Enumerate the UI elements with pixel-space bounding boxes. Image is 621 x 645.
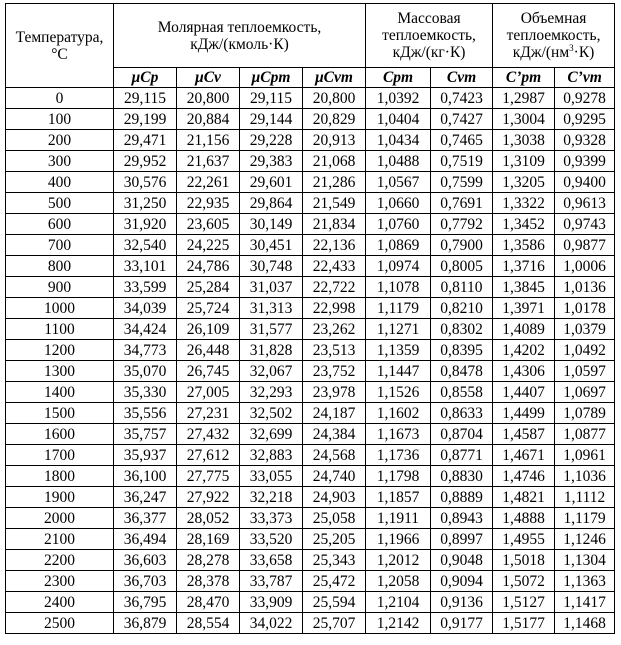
value-cell: 20,884 — [177, 109, 240, 130]
value-cell: 1,2104 — [366, 592, 431, 613]
value-cell: 1,0404 — [366, 109, 431, 130]
value-cell: 29,115 — [114, 88, 177, 109]
value-cell: 1,0392 — [366, 88, 431, 109]
temperature-cell: 1000 — [6, 298, 114, 319]
value-cell: 0,9399 — [555, 151, 615, 172]
molar-header — [114, 4, 366, 68]
table-row — [6, 151, 615, 172]
value-cell: 1,3586 — [493, 235, 555, 256]
volume-header — [493, 4, 615, 68]
volume-header-label-2: теплоемкость, — [506, 27, 601, 44]
value-cell: 1,0488 — [366, 151, 431, 172]
value-cell: 1,0178 — [555, 298, 615, 319]
table-row — [6, 172, 615, 193]
value-cell: 33,373 — [240, 508, 303, 529]
temperature-cell: 1800 — [6, 466, 114, 487]
value-cell: 1,1246 — [555, 529, 615, 550]
table-row — [6, 466, 615, 487]
value-cell: 24,903 — [303, 487, 366, 508]
value-cell: 25,205 — [303, 529, 366, 550]
value-cell: 0,8395 — [431, 340, 493, 361]
temperature-cell: 300 — [6, 151, 114, 172]
value-cell: 1,4202 — [493, 340, 555, 361]
temperature-cell: 2500 — [6, 613, 114, 634]
value-cell: 35,937 — [114, 445, 177, 466]
value-cell: 0,8210 — [431, 298, 493, 319]
value-cell: 25,707 — [303, 613, 366, 634]
value-cell: 0,8830 — [431, 466, 493, 487]
table-row — [6, 445, 615, 466]
value-cell: 0,8943 — [431, 508, 493, 529]
value-cell: 26,745 — [177, 361, 240, 382]
temperature-cell: 400 — [6, 172, 114, 193]
temperature-cell: 200 — [6, 130, 114, 151]
value-cell: 22,998 — [303, 298, 366, 319]
value-cell: 0,9136 — [431, 592, 493, 613]
value-cell: 36,494 — [114, 529, 177, 550]
value-cell: 24,384 — [303, 424, 366, 445]
value-cell: 1,3322 — [493, 193, 555, 214]
value-cell: 0,9743 — [555, 214, 615, 235]
value-cell: 25,284 — [177, 277, 240, 298]
value-cell: 36,100 — [114, 466, 177, 487]
value-cell: 34,424 — [114, 319, 177, 340]
value-cell: 21,549 — [303, 193, 366, 214]
value-cell: 29,199 — [114, 109, 177, 130]
value-cell: 1,3004 — [493, 109, 555, 130]
value-cell: 1,4089 — [493, 319, 555, 340]
value-cell: 21,637 — [177, 151, 240, 172]
value-cell: 33,787 — [240, 571, 303, 592]
value-cell: 29,952 — [114, 151, 177, 172]
value-cell: 1,0567 — [366, 172, 431, 193]
value-cell: 36,377 — [114, 508, 177, 529]
column-header: μCvm — [303, 68, 366, 88]
temperature-cell: 1400 — [6, 382, 114, 403]
value-cell: 0,7792 — [431, 214, 493, 235]
value-cell: 1,1304 — [555, 550, 615, 571]
table-row — [6, 340, 615, 361]
temperature-cell: 1500 — [6, 403, 114, 424]
temperature-cell: 2400 — [6, 592, 114, 613]
value-cell: 0,9877 — [555, 235, 615, 256]
value-cell: 24,187 — [303, 403, 366, 424]
table-row — [6, 424, 615, 445]
table-row — [6, 382, 615, 403]
value-cell: 36,703 — [114, 571, 177, 592]
value-cell: 34,773 — [114, 340, 177, 361]
value-cell: 0,7599 — [431, 172, 493, 193]
value-cell: 30,451 — [240, 235, 303, 256]
value-cell: 1,0961 — [555, 445, 615, 466]
value-cell: 28,554 — [177, 613, 240, 634]
value-cell: 23,262 — [303, 319, 366, 340]
value-cell: 1,1179 — [555, 508, 615, 529]
table-row — [6, 88, 615, 109]
value-cell: 0,9295 — [555, 109, 615, 130]
value-cell: 33,520 — [240, 529, 303, 550]
value-cell: 1,1036 — [555, 466, 615, 487]
value-cell: 0,9177 — [431, 613, 493, 634]
value-cell: 1,1602 — [366, 403, 431, 424]
value-cell: 33,101 — [114, 256, 177, 277]
value-cell: 22,722 — [303, 277, 366, 298]
temperature-cell: 900 — [6, 277, 114, 298]
value-cell: 20,800 — [303, 88, 366, 109]
table-row — [6, 487, 615, 508]
value-cell: 1,5127 — [493, 592, 555, 613]
value-cell: 27,231 — [177, 403, 240, 424]
value-cell: 32,218 — [240, 487, 303, 508]
value-cell: 1,0597 — [555, 361, 615, 382]
value-cell: 32,540 — [114, 235, 177, 256]
temperature-header-label: Температура, — [15, 28, 104, 46]
value-cell: 21,156 — [177, 130, 240, 151]
column-header: Cvm — [431, 68, 493, 88]
value-cell: 29,115 — [240, 88, 303, 109]
value-cell: 1,4306 — [493, 361, 555, 382]
value-cell: 1,0877 — [555, 424, 615, 445]
column-header: C’vm — [555, 68, 615, 88]
value-cell: 29,383 — [240, 151, 303, 172]
value-cell: 1,1179 — [366, 298, 431, 319]
value-cell: 35,070 — [114, 361, 177, 382]
value-cell: 1,4587 — [493, 424, 555, 445]
value-cell: 0,8889 — [431, 487, 493, 508]
value-cell: 35,556 — [114, 403, 177, 424]
volume-header-label: Объемная — [520, 10, 587, 27]
value-cell: 1,5177 — [493, 613, 555, 634]
value-cell: 20,800 — [177, 88, 240, 109]
table-row — [6, 571, 615, 592]
value-cell: 31,577 — [240, 319, 303, 340]
value-cell: 1,0869 — [366, 235, 431, 256]
temperature-cell: 700 — [6, 235, 114, 256]
value-cell: 0,9278 — [555, 88, 615, 109]
table-row — [6, 361, 615, 382]
value-cell: 1,3205 — [493, 172, 555, 193]
value-cell: 1,1911 — [366, 508, 431, 529]
value-cell: 1,4499 — [493, 403, 555, 424]
value-cell: 21,286 — [303, 172, 366, 193]
volume-unit-part: ·К) — [573, 44, 595, 61]
value-cell: 33,055 — [240, 466, 303, 487]
temperature-unit: °С — [51, 45, 68, 63]
value-cell: 1,2142 — [366, 613, 431, 634]
value-cell: 24,225 — [177, 235, 240, 256]
value-cell: 30,748 — [240, 256, 303, 277]
value-cell: 28,378 — [177, 571, 240, 592]
value-cell: 22,935 — [177, 193, 240, 214]
value-cell: 25,343 — [303, 550, 366, 571]
mass-header — [366, 4, 493, 68]
value-cell: 1,1736 — [366, 445, 431, 466]
value-cell: 0,9048 — [431, 550, 493, 571]
value-cell: 27,922 — [177, 487, 240, 508]
value-cell: 29,864 — [240, 193, 303, 214]
value-cell: 1,4671 — [493, 445, 555, 466]
value-cell: 31,828 — [240, 340, 303, 361]
value-cell: 36,795 — [114, 592, 177, 613]
value-cell: 1,0789 — [555, 403, 615, 424]
value-cell: 1,2058 — [366, 571, 431, 592]
value-cell: 20,913 — [303, 130, 366, 151]
value-cell: 0,7519 — [431, 151, 493, 172]
molar-unit: кДж/(кмоль·К) — [190, 35, 289, 53]
value-cell: 0,8005 — [431, 256, 493, 277]
table-row — [6, 256, 615, 277]
value-cell: 0,8771 — [431, 445, 493, 466]
temperature-cell: 600 — [6, 214, 114, 235]
value-cell: 23,605 — [177, 214, 240, 235]
value-cell: 25,472 — [303, 571, 366, 592]
value-cell: 21,068 — [303, 151, 366, 172]
volume-unit — [513, 44, 595, 61]
value-cell: 1,4821 — [493, 487, 555, 508]
value-cell: 32,699 — [240, 424, 303, 445]
column-header: μCpm — [240, 68, 303, 88]
value-cell: 1,0136 — [555, 277, 615, 298]
value-cell: 1,0434 — [366, 130, 431, 151]
table-row — [6, 235, 615, 256]
value-cell: 1,5018 — [493, 550, 555, 571]
value-cell: 1,1271 — [366, 319, 431, 340]
value-cell: 0,7691 — [431, 193, 493, 214]
molar-header-label: Молярная теплоемкость, — [157, 18, 322, 36]
value-cell: 24,786 — [177, 256, 240, 277]
value-cell: 1,2987 — [493, 88, 555, 109]
value-cell: 25,058 — [303, 508, 366, 529]
value-cell: 1,0660 — [366, 193, 431, 214]
value-cell: 0,9328 — [555, 130, 615, 151]
value-cell: 1,1447 — [366, 361, 431, 382]
value-cell: 1,3452 — [493, 214, 555, 235]
value-cell: 1,3109 — [493, 151, 555, 172]
value-cell: 1,0006 — [555, 256, 615, 277]
temperature-cell: 2200 — [6, 550, 114, 571]
value-cell: 1,4888 — [493, 508, 555, 529]
value-cell: 0,8558 — [431, 382, 493, 403]
value-cell: 1,1363 — [555, 571, 615, 592]
column-header: C’pm — [493, 68, 555, 88]
column-header: μCp — [114, 68, 177, 88]
value-cell: 0,8478 — [431, 361, 493, 382]
heat-capacity-table — [5, 3, 615, 634]
table-row — [6, 508, 615, 529]
value-cell: 29,228 — [240, 130, 303, 151]
value-cell: 0,8110 — [431, 277, 493, 298]
value-cell: 1,1112 — [555, 487, 615, 508]
mass-unit: кДж/(кг·К) — [392, 44, 466, 61]
value-cell: 33,658 — [240, 550, 303, 571]
value-cell: 33,599 — [114, 277, 177, 298]
value-cell: 28,169 — [177, 529, 240, 550]
value-cell: 25,724 — [177, 298, 240, 319]
table-row — [6, 403, 615, 424]
column-header: Cpm — [366, 68, 431, 88]
value-cell: 1,3971 — [493, 298, 555, 319]
value-cell: 1,0760 — [366, 214, 431, 235]
table-row — [6, 529, 615, 550]
temperature-cell: 100 — [6, 109, 114, 130]
value-cell: 23,752 — [303, 361, 366, 382]
table-row — [6, 214, 615, 235]
temperature-cell: 1700 — [6, 445, 114, 466]
value-cell: 1,3716 — [493, 256, 555, 277]
value-cell: 1,4407 — [493, 382, 555, 403]
value-cell: 0,7423 — [431, 88, 493, 109]
value-cell: 27,612 — [177, 445, 240, 466]
value-cell: 29,144 — [240, 109, 303, 130]
value-cell: 0,7465 — [431, 130, 493, 151]
volume-unit-exponent: 3 — [569, 42, 574, 53]
table-row — [6, 298, 615, 319]
value-cell: 0,8997 — [431, 529, 493, 550]
mass-header-label-2: теплоемкость, — [382, 27, 476, 44]
value-cell: 31,313 — [240, 298, 303, 319]
value-cell: 28,278 — [177, 550, 240, 571]
table-row — [6, 130, 615, 151]
value-cell: 1,0379 — [555, 319, 615, 340]
value-cell: 1,1359 — [366, 340, 431, 361]
value-cell: 23,978 — [303, 382, 366, 403]
value-cell: 1,1526 — [366, 382, 431, 403]
mass-header-label: Массовая — [397, 10, 461, 27]
value-cell: 31,250 — [114, 193, 177, 214]
value-cell: 32,502 — [240, 403, 303, 424]
value-cell: 22,433 — [303, 256, 366, 277]
value-cell: 22,261 — [177, 172, 240, 193]
value-cell: 28,052 — [177, 508, 240, 529]
temperature-cell: 1200 — [6, 340, 114, 361]
value-cell: 0,9094 — [431, 571, 493, 592]
value-cell: 36,879 — [114, 613, 177, 634]
table-row — [6, 109, 615, 130]
value-cell: 1,1078 — [366, 277, 431, 298]
temperature-cell: 2300 — [6, 571, 114, 592]
temperature-cell: 1100 — [6, 319, 114, 340]
value-cell: 1,3038 — [493, 130, 555, 151]
value-cell: 29,601 — [240, 172, 303, 193]
value-cell: 35,757 — [114, 424, 177, 445]
table-row — [6, 193, 615, 214]
value-cell: 36,247 — [114, 487, 177, 508]
temperature-cell: 1600 — [6, 424, 114, 445]
value-cell: 1,1417 — [555, 592, 615, 613]
table-row — [6, 592, 615, 613]
value-cell: 34,039 — [114, 298, 177, 319]
value-cell: 0,9613 — [555, 193, 615, 214]
temperature-cell: 2100 — [6, 529, 114, 550]
value-cell: 26,109 — [177, 319, 240, 340]
value-cell: 27,775 — [177, 466, 240, 487]
value-cell: 31,037 — [240, 277, 303, 298]
value-cell: 32,293 — [240, 382, 303, 403]
value-cell: 20,829 — [303, 109, 366, 130]
value-cell: 0,9400 — [555, 172, 615, 193]
value-cell: 28,470 — [177, 592, 240, 613]
value-cell: 0,7427 — [431, 109, 493, 130]
value-cell: 30,149 — [240, 214, 303, 235]
value-cell: 26,448 — [177, 340, 240, 361]
temperature-cell: 1900 — [6, 487, 114, 508]
value-cell: 1,4955 — [493, 529, 555, 550]
value-cell: 0,8633 — [431, 403, 493, 424]
table-row — [6, 277, 615, 298]
value-cell: 34,022 — [240, 613, 303, 634]
value-cell: 27,432 — [177, 424, 240, 445]
value-cell: 30,576 — [114, 172, 177, 193]
temperature-cell: 500 — [6, 193, 114, 214]
value-cell: 35,330 — [114, 382, 177, 403]
value-cell: 1,0697 — [555, 382, 615, 403]
value-cell: 1,4746 — [493, 466, 555, 487]
value-cell: 1,5072 — [493, 571, 555, 592]
value-cell: 1,1857 — [366, 487, 431, 508]
column-header: μCv — [177, 68, 240, 88]
value-cell: 22,136 — [303, 235, 366, 256]
temperature-cell: 0 — [6, 88, 114, 109]
value-cell: 1,1798 — [366, 466, 431, 487]
value-cell: 25,594 — [303, 592, 366, 613]
volume-unit-part: кДж/(нм — [512, 44, 570, 61]
value-cell: 1,2012 — [366, 550, 431, 571]
table-row — [6, 613, 615, 634]
table-row — [6, 319, 615, 340]
value-cell: 1,1673 — [366, 424, 431, 445]
value-cell: 36,603 — [114, 550, 177, 571]
value-cell: 1,1468 — [555, 613, 615, 634]
value-cell: 21,834 — [303, 214, 366, 235]
value-cell: 1,3845 — [493, 277, 555, 298]
value-cell: 29,471 — [114, 130, 177, 151]
value-cell: 32,883 — [240, 445, 303, 466]
temperature-cell: 800 — [6, 256, 114, 277]
value-cell: 1,0492 — [555, 340, 615, 361]
value-cell: 31,920 — [114, 214, 177, 235]
value-cell: 0,8302 — [431, 319, 493, 340]
value-cell: 23,513 — [303, 340, 366, 361]
value-cell: 27,005 — [177, 382, 240, 403]
value-cell: 32,067 — [240, 361, 303, 382]
temperature-cell: 2000 — [6, 508, 114, 529]
value-cell: 0,7900 — [431, 235, 493, 256]
temperature-cell: 1300 — [6, 361, 114, 382]
value-cell: 0,8704 — [431, 424, 493, 445]
value-cell: 24,740 — [303, 466, 366, 487]
value-cell: 1,0974 — [366, 256, 431, 277]
value-cell: 33,909 — [240, 592, 303, 613]
temperature-header — [6, 4, 114, 88]
value-cell: 1,1966 — [366, 529, 431, 550]
table-row — [6, 550, 615, 571]
value-cell: 24,568 — [303, 445, 366, 466]
